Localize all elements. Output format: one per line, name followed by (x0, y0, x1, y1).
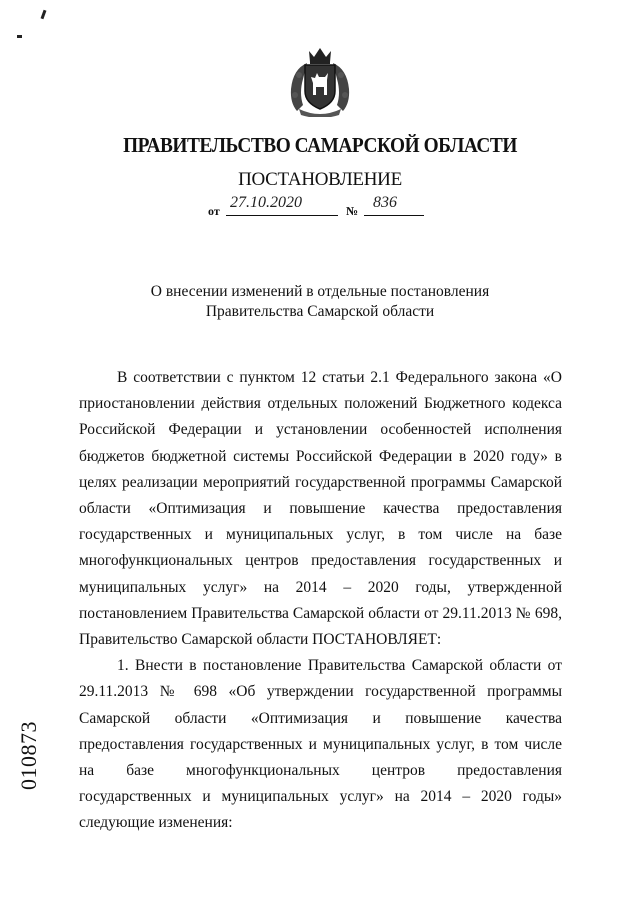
handwritten-number: 836 (373, 194, 397, 211)
handwritten-date: 27.10.2020 (230, 194, 302, 211)
body-paragraph-preamble: В соответствии с пунктом 12 статьи 2.1 Федерального закона «О приостановлении действия отдельных положений Бюджетного кодекса Российской Федерации и установлении особенностей исполнения бюджетов бюджетной системы Российской Федерации в 2020 году» в целях реализации мероприятий государственной программы Самарской области «Оптимизация и повышение качества предоставления государственных и муниципальных услуг, в том числе на базе многофункциональных центров предоставления государственных и муниципальных услуг» на 2014 – 2020 годы, утвержденной постановлением Правительства Самарской области от 29.11.2013 № 698, Правительство Самарской области ПОСТАНОВЛЯЕТ: (79, 369, 562, 649)
coat-of-arms-icon (285, 45, 355, 117)
document-subject (0, 282, 640, 322)
number-underline (364, 215, 424, 216)
scan-mark-side (17, 35, 22, 38)
subject-line-2: Правительства Самарской области (205, 303, 435, 320)
date-number-line (208, 196, 428, 220)
number-label: № (346, 204, 359, 218)
page-title: ПРАВИТЕЛЬСТВО САМАРСКОЙ ОБЛАСТИ (123, 133, 517, 157)
date-label: от (208, 204, 220, 218)
document-body (79, 365, 562, 837)
document-type: ПОСТАНОВЛЕНИЕ (238, 169, 402, 190)
scan-mark-top (41, 10, 47, 19)
body-paragraph-item-1: 1. Внести в постановление Правительства Самарской области от 29.11.2013 № 698 «Об утверждении государственной программы Самарской области «Оптимизация и повышение качества предоставления государственных и муниципальных услуг, в том числе на базе многофункциональных центров предоставления государственных и муниципальных услуг» на 2014 – 2020 годы» следующие изменения: (79, 657, 562, 832)
subject-line-1: О внесении изменений в отдельные постановления (150, 283, 490, 300)
serial-number-stamp: 010873 (16, 721, 41, 790)
date-underline (226, 215, 338, 216)
